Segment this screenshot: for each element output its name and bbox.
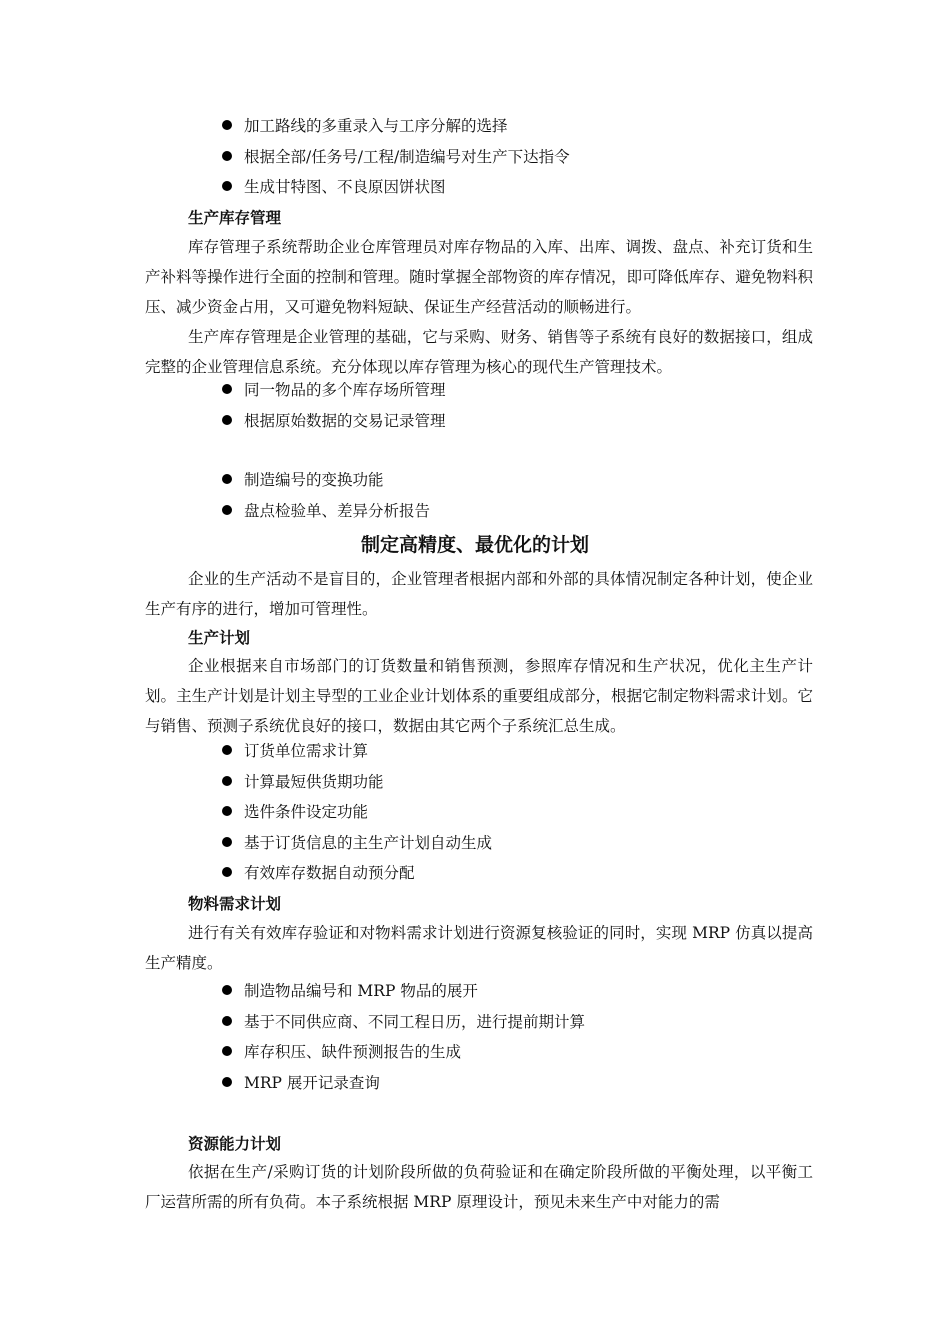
capacity-paragraph: 依据在生产/采购订货的计划阶段所做的负荷验证和在确定阶段所做的平衡处理，以平衡工厂运营所需的所有负荷。本子系统根据 MRP 原理设计，预见未来生产中对能力的需 xyxy=(145,1163,813,1211)
inventory-heading: 生产库存管理 xyxy=(188,209,282,227)
bullet-dot-icon xyxy=(222,415,232,425)
bullet-item xyxy=(222,411,446,431)
production-plan-heading: 生产计划 xyxy=(188,629,251,647)
bullet-dot-icon xyxy=(222,806,232,816)
bullet-dot-icon xyxy=(222,867,232,877)
bullet-item xyxy=(222,1012,585,1032)
bullet-item xyxy=(222,741,368,761)
bullet-text: 制造编号的变换功能 xyxy=(244,471,384,489)
inventory-paragraph-1: 库存管理子系统帮助企业仓库管理员对库存物品的入库、出库、调拨、盘点、补充订货和生产补料等操作进行全面的控制和管理。随时掌握全部物资的库存情况，即可降低库存、避免物料积压、减少资金占用，又可避免物料短缺、保证生产经营活动的顺畅进行。 xyxy=(145,238,813,316)
bullet-item xyxy=(222,1073,380,1093)
mrp-paragraph: 进行有关有效库存验证和对物料需求计划进行资源复核验证的同时，实现 MRP 仿真以提高生产精度。 xyxy=(145,924,813,972)
bullet-item xyxy=(222,981,478,1001)
bullet-text: 根据全部/任务号/工程/制造编号对生产下达指令 xyxy=(244,148,570,166)
bullet-dot-icon xyxy=(222,151,232,161)
bullet-item xyxy=(222,380,446,400)
bullet-dot-icon xyxy=(222,1077,232,1087)
bullet-item xyxy=(222,470,384,490)
mrp-heading: 物料需求计划 xyxy=(188,895,282,913)
inventory-paragraph-2: 生产库存管理是企业管理的基础，它与采购、财务、销售等子系统有良好的数据接口，组成完整的企业管理信息系统。充分体现以库存管理为核心的现代生产管理技术。 xyxy=(145,328,813,376)
bullet-item xyxy=(222,1042,461,1062)
bullet-dot-icon xyxy=(222,474,232,484)
bullet-item xyxy=(222,802,368,822)
bullet-dot-icon xyxy=(222,745,232,755)
bullet-text: MRP 展开记录查询 xyxy=(244,1074,380,1092)
production-plan-paragraph: 企业根据来自市场部门的订货数量和销售预测，参照库存情况和生产状况，优化主生产计划。主生产计划是计划主导型的工业企业计划体系的重要组成部分，根据它制定物料需求计划。它与销售、预测子系统优良好的接口，数据由其它两个子系统汇总生成。 xyxy=(145,657,813,735)
bullet-dot-icon xyxy=(222,985,232,995)
section-title: 制定高精度、最优化的计划 xyxy=(360,534,589,556)
bullet-dot-icon xyxy=(222,1016,232,1026)
bullet-text: 根据原始数据的交易记录管理 xyxy=(244,412,446,430)
bullet-dot-icon xyxy=(222,505,232,515)
capacity-heading: 资源能力计划 xyxy=(188,1135,282,1153)
bullet-item xyxy=(222,833,492,853)
bullet-item xyxy=(222,772,384,792)
bullet-text: 计算最短供货期功能 xyxy=(244,773,384,791)
plan-intro-paragraph: 企业的生产活动不是盲目的，企业管理者根据内部和外部的具体情况制定各种计划，使企业生产有序的进行，增加可管理性。 xyxy=(145,570,813,618)
bullet-dot-icon xyxy=(222,776,232,786)
bullet-dot-icon xyxy=(222,120,232,130)
bullet-text: 订货单位需求计算 xyxy=(244,742,369,760)
bullet-item xyxy=(222,501,430,521)
bullet-item xyxy=(222,177,446,197)
bullet-text: 库存积压、缺件预测报告的生成 xyxy=(244,1043,462,1061)
bullet-dot-icon xyxy=(222,384,232,394)
bullet-dot-icon xyxy=(222,1046,232,1056)
bullet-text: 同一物品的多个库存场所管理 xyxy=(244,381,446,399)
bullet-item xyxy=(222,863,415,883)
bullet-dot-icon xyxy=(222,181,232,191)
bullet-item xyxy=(222,147,570,167)
bullet-text: 盘点检验单、差异分析报告 xyxy=(244,502,431,520)
bullet-text: 选件条件设定功能 xyxy=(244,803,369,821)
bullet-dot-icon xyxy=(222,837,232,847)
bullet-text: 加工路线的多重录入与工序分解的选择 xyxy=(244,117,508,135)
bullet-item xyxy=(222,116,508,136)
bullet-text: 基于不同供应商、不同工程日历，进行提前期计算 xyxy=(244,1013,586,1031)
bullet-text: 基于订货信息的主生产计划自动生成 xyxy=(244,834,493,852)
bullet-text: 生成甘特图、不良原因饼状图 xyxy=(244,178,446,196)
bullet-text: 制造物品编号和 MRP 物品的展开 xyxy=(244,982,478,1000)
bullet-text: 有效库存数据自动预分配 xyxy=(244,864,415,882)
